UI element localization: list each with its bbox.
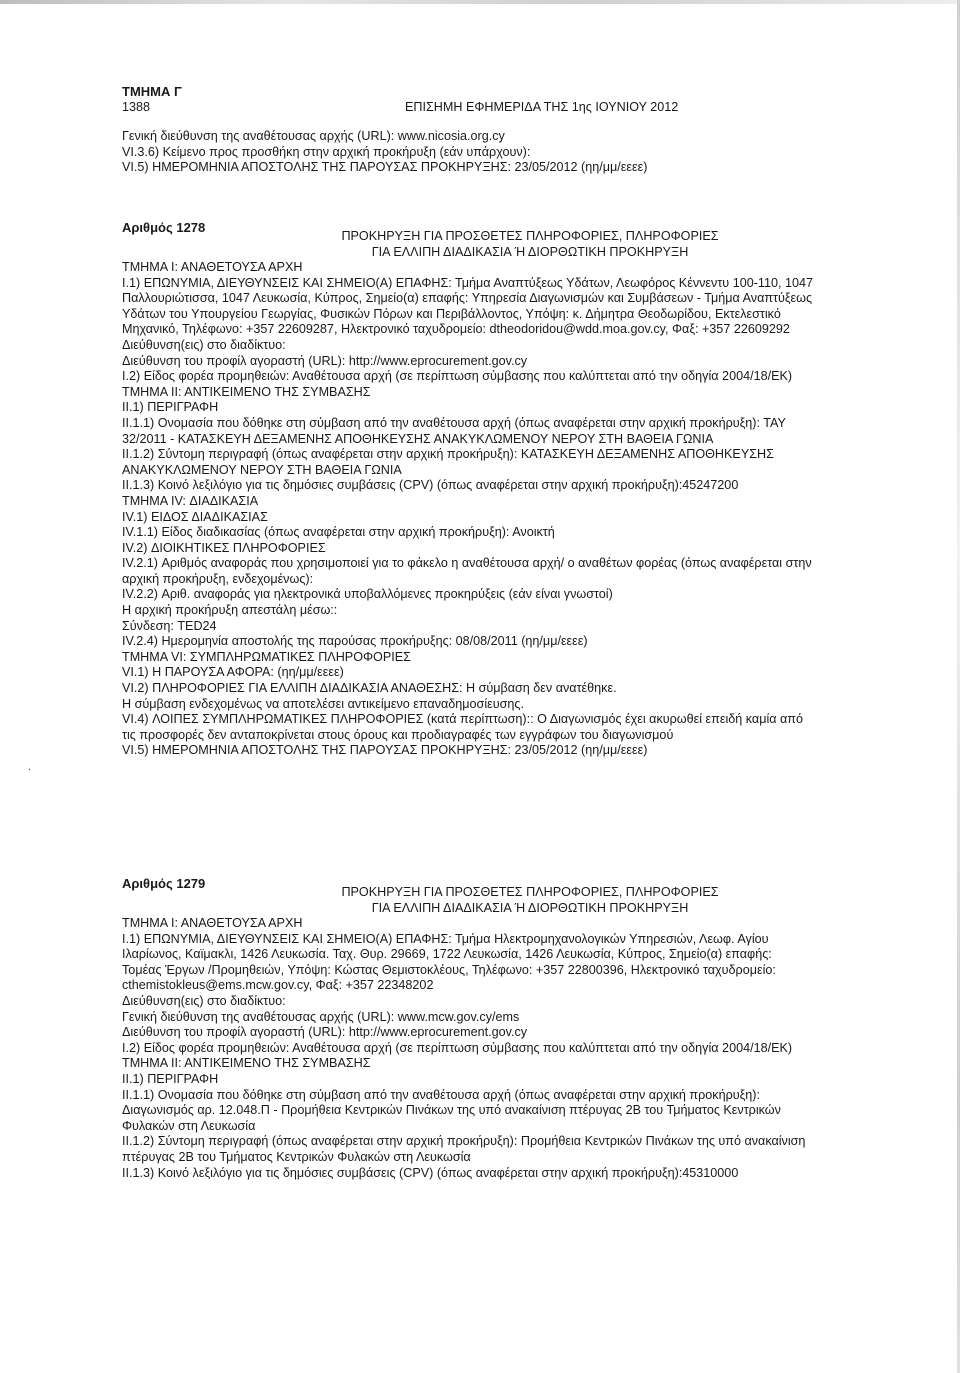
notice-line: πτέρυγας 2Β του Τμήματος Κεντρικών Φυλακών στη Λευκωσία bbox=[122, 1149, 471, 1164]
notice-line: ΙΙ.1) ΠΕΡΙΓΡΑΦΗ bbox=[122, 1071, 219, 1086]
notice-line: Παλλουριώτισσα, 1047 Λευκωσία, Κύπρος, Σημείο(α) επαφής: Υπηρεσία Διαγωνισμών και Συμβάσεων - Τμήμα Αναπτύξεως bbox=[122, 291, 813, 306]
notice-line: VI.1) Η ΠΑΡΟΥΣΑ ΑΦΟΡΑ: (ηη/μμ/εεεε) bbox=[122, 665, 344, 680]
notice-line: IV.2.1) Αριθμός αναφοράς που χρησιμοποιεί για το φάκελο η αναθέτουσα αρχή/ ο αναθέτων φορέας (όπως αναφέρεται στην bbox=[122, 556, 812, 571]
notice-title-line: ΓΙΑ ΕΛΛΙΠΗ ΔΙΑΔΙΚΑΣΙΑ Ή ΔΙΟΡΘΩΤΙΚΗ ΠΡΟΚΗΡΥΞΗ bbox=[371, 245, 689, 259]
notice-line: cthemistokleus@ems.mcw.gov.cy, Φαξ: +357 22348202 bbox=[122, 978, 434, 993]
margin-mark: . bbox=[28, 761, 32, 773]
notice-line: ΤΜΗΜΑ IV: ΔΙΑΔΙΚΑΣΙΑ bbox=[122, 493, 259, 508]
notice-number: Αριθμός 1279 bbox=[122, 876, 206, 891]
notice-line: ΙΙ.1.3) Κοινό λεξιλόγιο για τις δημόσιες συμβάσεις (CPV) (όπως αναφέρεται στην αρχική προκήρυξη):45310000 bbox=[122, 1165, 739, 1180]
notice-line: IV.1) ΕΙΔΟΣ ΔΙΑΔΙΚΑΣΙΑΣ bbox=[122, 509, 268, 524]
preamble-line: VI.5) ΗΜΕΡΟΜΗΝΙΑ ΑΠΟΣΤΟΛΗΣ ΤΗΣ ΠΑΡΟΥΣΑΣ ΠΡΟΚΗΡΥΞΗΣ: 23/05/2012 (ηη/μμ/εεεε) bbox=[122, 160, 648, 175]
notice-line: Ι.2) Είδος φορέα προμηθειών: Αναθέτουσα αρχή (σε περίπτωση σύμβασης που καλύπτεται από την οδηγία 2004/18/ΕΚ) bbox=[122, 1040, 793, 1055]
notice-line: Διαγωνισμός αρ. 12.048.Π - Προμήθεια Κεντρικών Πινάκων της υπό ανακαίνιση πτέρυγας 2Β του Τμήματος Κεντρικών bbox=[122, 1103, 781, 1118]
notice-line: ΤΜΗΜΑ Ι: ΑΝΑΘΕΤΟΥΣΑ ΑΡΧΗ bbox=[122, 916, 303, 930]
scan-top-edge bbox=[0, 0, 960, 4]
notice-line: ΙΙ.1.3) Κοινό λεξιλόγιο για τις δημόσιες συμβάσεις (CPV) (όπως αναφέρεται στην αρχική προκήρυξη):45247200 bbox=[122, 478, 739, 493]
notice-line: ΙΙ.1) ΠΕΡΙΓΡΑΦΗ bbox=[122, 400, 219, 415]
notice-body bbox=[122, 260, 838, 759]
gazette-title: ΕΠΙΣΗΜΗ ΕΦΗΜΕΡΙΔΑ ΤΗΣ 1ης ΙΟΥΝΙΟΥ 2012 bbox=[405, 99, 679, 114]
notice-title bbox=[300, 884, 760, 916]
notice-line: Υδάτων του Υπουργείου Γεωργίας, Φυσικών Πόρων και Περιβάλλοντος, Υπόψη: κ. Δήμητρα Θεοδωρίδου, Εκτελεστικό bbox=[122, 306, 781, 321]
notice-line: Τομέας Έργων /Προμηθειών, Υπόψη: Κώστας Θεμιστοκλέους, Τηλέφωνο: +357 22800396, Ηλεκτρονικό ταχυδρομείο: bbox=[122, 962, 776, 977]
notice-line: Διεύθυνση(εις) στο διαδίκτυο: bbox=[122, 337, 286, 352]
notice-line: ΙΙ.1.2) Σύντομη περιγραφή (όπως αναφέρεται στην αρχική προκήρυξη): ΚΑΤΑΣΚΕΥΗ ΔΕΞΑΜΕΝΗΣ ΑΠΟΘΗΚΕΥΣΗΣ bbox=[122, 447, 774, 462]
notice-line: Ι.1) ΕΠΩΝΥΜΙΑ, ΔΙΕΥΘΥΝΣΕΙΣ ΚΑΙ ΣΗΜΕΙΟ(Α) ΕΠΑΦΗΣ: Τμήμα Ηλεκτρομηχανολογικών Υπηρεσιών, Λεωφ. Αγίου bbox=[122, 931, 769, 946]
notice-line: ΑΝΑΚΥΚΛΩΜΕΝΟΥ ΝΕΡΟΥ ΣΤΗ ΒΑΘΕΙΑ ΓΩΝΙΑ bbox=[122, 462, 402, 477]
notice-line: Ι.1) ΕΠΩΝΥΜΙΑ, ΔΙΕΥΘΥΝΣΕΙΣ ΚΑΙ ΣΗΜΕΙΟ(Α) ΕΠΑΦΗΣ: Τμήμα Αναπτύξεως Υδάτων, Λεωφόρος Κέννεντυ 100-110, 1047 bbox=[122, 275, 813, 290]
notice-line: ΤΜΗΜΑ Ι: ΑΝΑΘΕΤΟΥΣΑ ΑΡΧΗ bbox=[122, 260, 303, 274]
notice-heading bbox=[122, 216, 838, 260]
notice-line: Ι.2) Είδος φορέα προμηθειών: Αναθέτουσα αρχή (σε περίπτωση σύμβασης που καλύπτεται από την οδηγία 2004/18/ΕΚ) bbox=[122, 369, 793, 384]
notice-number: Αριθμός 1278 bbox=[122, 220, 206, 235]
notice-line: VI.5) ΗΜΕΡΟΜΗΝΙΑ ΑΠΟΣΤΟΛΗΣ ΤΗΣ ΠΑΡΟΥΣΑΣ ΠΡΟΚΗΡΥΞΗΣ: 23/05/2012 (ηη/μμ/εεεε) bbox=[122, 743, 648, 758]
notice-line: ΤΜΗΜΑ ΙΙ: ΑΝΤΙΚΕΙΜΕΝΟ ΤΗΣ ΣΥΜΒΑΣΗΣ bbox=[122, 1056, 371, 1071]
notice-line: Ιλαρίωνος, Καϊμακλι, 1426 Λευκωσία. Ταχ. Θυρ. 29669, 1722 Λευκωσία, 1426 Λευκωσία, Κύπρος, Σημείο(α) επαφής: bbox=[122, 947, 772, 962]
notice-line: 32/2011 - ΚΑΤΑΣΚΕΥΗ ΔΕΞΑΜΕΝΗΣ ΑΠΟΘΗΚΕΥΣΗΣ ΑΝΑΚΥΚΛΩΜΕΝΟΥ ΝΕΡΟΥ ΣΤΗ ΒΑΘΕΙΑ ΓΩΝΙΑ bbox=[122, 431, 714, 446]
page-number: 1388 bbox=[122, 99, 151, 114]
notice-line: Διεύθυνση(εις) στο διαδίκτυο: bbox=[122, 993, 286, 1008]
notice-line: Διεύθυνση του προφίλ αγοραστή (URL): http://www.eprocurement.gov.cy bbox=[122, 353, 528, 368]
preamble-line: VI.3.6) Κείμενο προς προσθήκη στην αρχική προκήρυξη (εάν υπάρχουν): bbox=[122, 144, 531, 159]
notice-line: VI.2) ΠΛΗΡΟΦΟΡΙΕΣ ΓΙΑ ΕΛΛΙΠΗ ΔΙΑΔΙΚΑΣΙΑ ΑΝΑΘΕΣΗΣ: Η σύμβαση δεν ανατέθηκε. bbox=[122, 681, 617, 696]
notice-line: τις προσφορές δεν ανταποκρίνεται στους όρους και προδιαγραφές των εγγράφων του διαγωνισμού bbox=[122, 727, 674, 742]
notice-line: Φυλακών στη Λευκωσία bbox=[122, 1118, 256, 1133]
notice-1278 bbox=[122, 216, 838, 759]
notice-line: Σύνδεση: TED24 bbox=[122, 618, 217, 633]
notice-title bbox=[300, 228, 760, 260]
preamble-line: Γενική διεύθυνση της αναθέτουσας αρχής (URL): www.nicosia.org.cy bbox=[122, 129, 505, 143]
preamble bbox=[122, 129, 838, 176]
notice-1279 bbox=[122, 872, 838, 1181]
notice-line: VI.4) ΛΟΙΠΕΣ ΣΥΜΠΛΗΡΩΜΑΤΙΚΕΣ ΠΛΗΡΟΦΟΡΙΕΣ (κατά περίπτωση):: Ο Διαγωνισμός έχει ακυρωθεί επειδή καμία από bbox=[122, 712, 803, 727]
notice-line: ΤΜΗΜΑ VI: ΣΥΜΠΛΗΡΩΜΑΤΙΚΕΣ ΠΛΗΡΟΦΟΡΙΕΣ bbox=[122, 649, 411, 664]
page-header bbox=[122, 84, 842, 118]
notice-line: ΤΜΗΜΑ ΙΙ: ΑΝΤΙΚΕΙΜΕΝΟ ΤΗΣ ΣΥΜΒΑΣΗΣ bbox=[122, 384, 371, 399]
notice-line: IV.2.2) Αριθ. αναφοράς για ηλεκτρονικά υποβαλλόμενες προκηρύξεις (εάν είναι γνωστοί) bbox=[122, 587, 613, 602]
notice-title-line: ΓΙΑ ΕΛΛΙΠΗ ΔΙΑΔΙΚΑΣΙΑ Ή ΔΙΟΡΘΩΤΙΚΗ ΠΡΟΚΗΡΥΞΗ bbox=[371, 901, 689, 915]
notice-line: Η σύμβαση ενδεχομένως να αποτελέσει αντικείμενο επαναδημοσίευσης. bbox=[122, 696, 524, 711]
notice-line: Διεύθυνση του προφίλ αγοραστή (URL): http://www.eprocurement.gov.cy bbox=[122, 1025, 528, 1040]
notice-heading bbox=[122, 872, 838, 916]
notice-line: IV.2.4) Ημερομηνία αποστολής της παρούσας προκήρυξης: 08/08/2011 (ηη/μμ/εεεε) bbox=[122, 634, 588, 649]
notice-body bbox=[122, 916, 838, 1181]
notice-line: Γενική διεύθυνση της αναθέτουσας αρχής (URL): www.mcw.gov.cy/ems bbox=[122, 1009, 520, 1024]
notice-line: ΙΙ.1.1) Ονομασία που δόθηκε στη σύμβαση από την αναθέτουσα αρχή (όπως αναφέρεται στην αρχική προκήρυξη): ΤΑΥ bbox=[122, 415, 786, 430]
notice-line: Η αρχική προκήρυξη απεστάλη μέσω:: bbox=[122, 603, 338, 618]
notice-line: αρχική προκήρυξη, ενδεχομένως): bbox=[122, 571, 314, 586]
notice-line: ΙΙ.1.1) Ονομασία που δόθηκε στη σύμβαση από την αναθέτουσα αρχή (όπως αναφέρεται στην αρχική προκήρυξη): bbox=[122, 1087, 760, 1102]
notice-line: IV.1.1) Είδος διαδικασίας (όπως αναφέρεται στην αρχική προκήρυξη): Ανοικτή bbox=[122, 525, 555, 540]
notice-line: ΙΙ.1.2) Σύντομη περιγραφή (όπως αναφέρεται στην αρχική προκήρυξη): Προμήθεια Κεντρικών Πινάκων της υπό ανακαίνιση bbox=[122, 1134, 806, 1149]
header-row bbox=[122, 100, 842, 118]
notice-title-line: ΠΡΟΚΗΡΥΞΗ ΓΙΑ ΠΡΟΣΘΕΤΕΣ ΠΛΗΡΟΦΟΡΙΕΣ, ΠΛΗΡΟΦΟΡΙΕΣ bbox=[341, 885, 719, 899]
section-label: ΤΜΗΜΑ Γ bbox=[122, 84, 182, 99]
notice-line: Μηχανικό, Τηλέφωνο: +357 22609287, Ηλεκτρονικό ταχυδρομείο: dtheodoridou@wdd.moa.gov.cy, Φαξ: +357 22609292 bbox=[122, 322, 790, 337]
notice-title-line: ΠΡΟΚΗΡΥΞΗ ΓΙΑ ΠΡΟΣΘΕΤΕΣ ΠΛΗΡΟΦΟΡΙΕΣ, ΠΛΗΡΟΦΟΡΙΕΣ bbox=[341, 229, 719, 243]
notice-line: IV.2) ΔΙΟΙΚΗΤΙΚΕΣ ΠΛΗΡΟΦΟΡΙΕΣ bbox=[122, 540, 326, 555]
